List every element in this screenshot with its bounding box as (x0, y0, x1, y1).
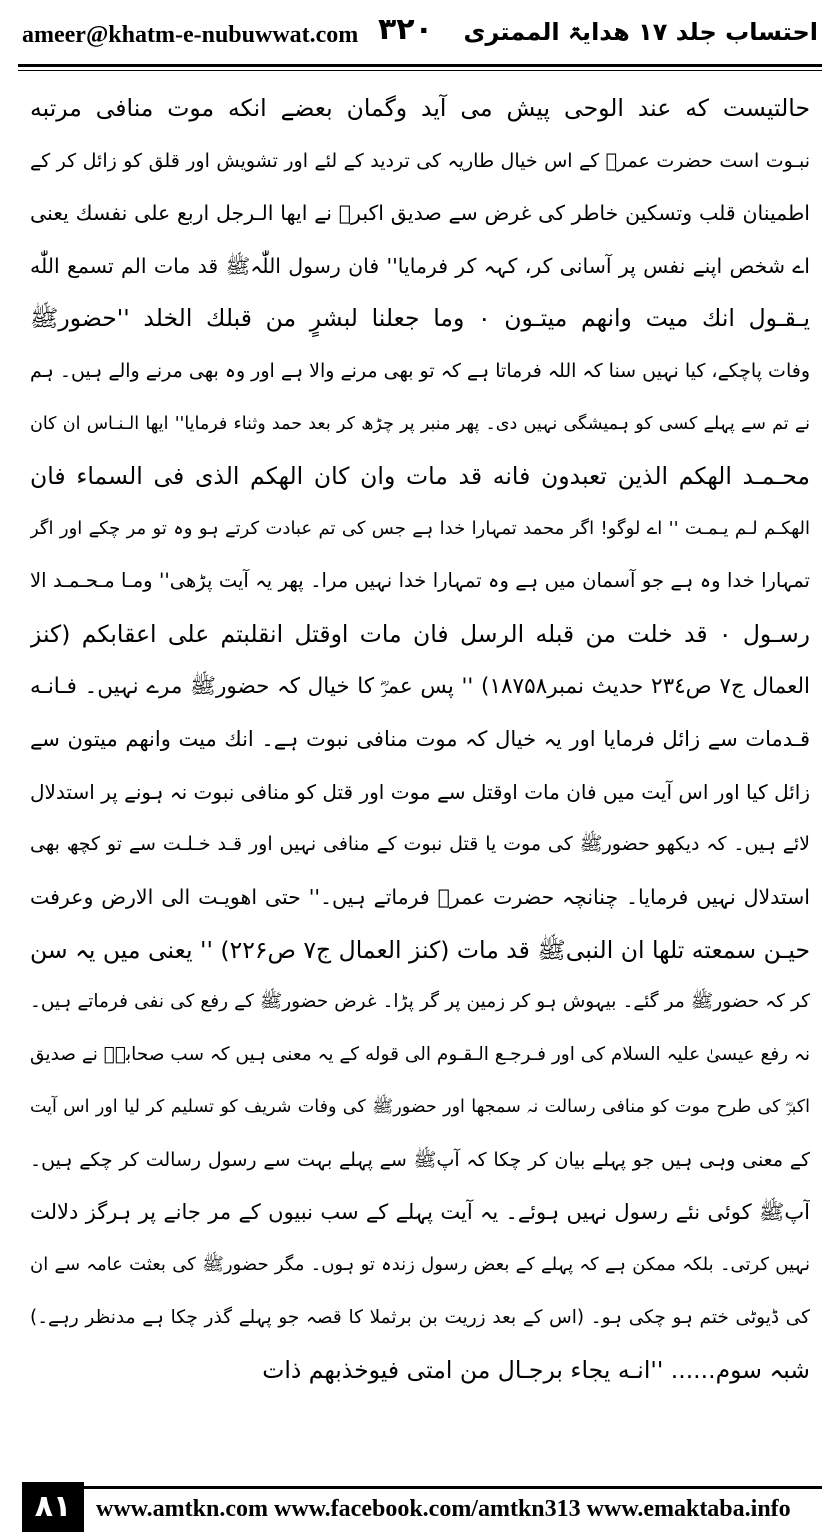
header-rule (18, 64, 822, 67)
text-line: حالتیست که عند الوحی پیش می آید وگمان بعضے انکه موت منافی مرتبه (30, 94, 810, 122)
text-line: نے تم سے پہلے کسی کو ہمیشگی نہیں دی۔ پھر منبر پر چڑھ کر بعد حمد وثناء فرمایا'' ایها الـنـاس ان کان (30, 413, 810, 434)
text-line: رسـول ۰ قد خلت من قبله الرسل فان مات اوقتل انقلبتم علی اعقابکم (کنز (30, 619, 810, 648)
text-line: نہیں کرتی۔ بلکہ ممکن ہے کہ پہلے کے بعض رسول زندہ تو ہوں۔ مگر حضورﷺ کی بعثت عامہ سے ان (30, 1254, 810, 1276)
footer-rule (84, 1486, 822, 1489)
text-line: اکبرؓ کی طرح موت کو منافی رسالت نہ سمجھا اور حضورﷺ کی وفات شریف کو تسلیم کر لیا اور اس آیت (30, 1097, 810, 1118)
text-line: تمہارا خدا وہ ہے جو آسمان میں ہے وہ تمہارا خدا نہیں مرا۔ پھر یہ آیت پڑھی'' ومـا مـحـمـد الا (30, 569, 810, 593)
text-line: اے شخص اپنے نفس پر آسانی کر، کہہ کر فرمایا'' فان رسول اللّٰہﷺ قد مات الم تسمع اللّٰه (30, 253, 810, 278)
text-line: حیـن سمعته تلها ان النبیﷺ قد مات (کنز العمال ج۷ ص۲۲۶) '' یعنی میں یہ سن (30, 935, 810, 964)
footer-websites: www.amtkn.com www.facebook.com/amtkn313 www.emaktaba.info (96, 1496, 791, 1522)
page-footer (0, 1478, 840, 1540)
page-number: ۳۲۰ (378, 12, 433, 47)
text-line: اطمینان قلب وتسکین خاطر کی غرض سے صدیق اکبرؓ نے ایها الـرجل اربع علی نفسك یعنی (30, 201, 810, 226)
text-line: محـمـد الهکم الذین تعبدون فانه قد مات وان کان الهکم الذی فی السماء فان (30, 462, 810, 491)
text-line: قـدمات سے زائل فرمایا اور یہ خیال کہ موت منافی نبوت ہے۔ انك میت وانهم میتون سے (30, 727, 810, 752)
text-line: وفات پاچکے، کیا نہیں سنا کہ اللہ فرماتا ہے کہ تو بھی مرنے والا ہے اور وہ بھی مرنے والے ہیں۔ ہم (30, 359, 810, 382)
page-header (0, 0, 840, 64)
text-line: یـقـول انك میت وانهم میتـون ۰ وما جعلنا لبشرٍ من قبلك الخلد ''حضورﷺ (30, 304, 810, 333)
header-rule-thin (18, 70, 822, 71)
text-line: نبـوت است حضرت عمرؓ کے اس خیال طاریہ کی تردید کے لئے اور تشویش اور قلق کو زائل کر کے (30, 149, 810, 172)
text-line: آپﷺ کوئی نئے رسول نہیں ہوئے۔ یہ آیت پہلے کے سب نبیوں کے مر جانے پر ہرگز دلالت (30, 1200, 810, 1225)
text-line: کی ڈیوٹی ختم ہو چکی ہو۔ (اس کے بعد زریت بن برثملا کا قصہ جو پہلے گذر چکا ہے مدنظر رہے۔) (30, 1306, 810, 1328)
book-title: احتساب جلد ۱۷ ھدایۃ الممتری (463, 18, 818, 46)
text-line: نہ رفع عیسیٰ علیہ السلام کی اور فـرجـع الـقـوم الی قوله کے یہ معنی ہیں کہ سب صحابہؓ نے صدیق (30, 1043, 810, 1065)
text-line: کے معنی وہی ہیں جو پہلے بیان کر چکا کہ آپﷺ سے پہلے بہت سے رسول رسالت کر چکے ہیں۔ (30, 1148, 810, 1171)
text-line: استدلال نہیں فرمایا۔ چنانچہ حضرت عمرؓ فرماتے ہیں۔'' حتی اهویـت الی الارض وعرفت (30, 884, 810, 909)
body-text (30, 82, 810, 1450)
header-email: ameer@khatm-e-nubuwwat.com (22, 22, 359, 48)
book-number-badge: ۸۱ (22, 1482, 84, 1532)
text-line: الهکـم لـم یـمـت '' اے لوگو! اگر محمد تمہارا خدا ہے جس کی تم عبادت کرتے ہو وہ تو مر چکے اور اگر (30, 517, 810, 539)
text-line: العمال ج۷ ص۲۳٤ حدیث نمبر۱۸۷۵۸) '' پس عمرؓ کا خیال کہ حضورﷺ مرے نہیں۔ فـانـه (30, 673, 810, 699)
text-line: کر کہ حضورﷺ مر گئے۔ بیہوش ہو کر زمین پر گر پڑا۔ غرض حضورﷺ کے رفع کی نفی فرماتے ہیں۔ (30, 991, 810, 1013)
text-line: زائل کیا اور اس آیت میں فان مات اوقتل سے موت اور قتل کو منافی نبوت نہ ہونے پر استدلال (30, 779, 810, 804)
text-line: شبہ سوم...... ''انـه یجاء برجـال من امتی فیوخذبهم ذات (262, 1356, 810, 1385)
text-line: لائے ہیں۔ کہ دیکھو حضورﷺ کی موت یا قتل نبوت کے منافی نہیں اور قـد خـلـت سے تو کچھ بھی (30, 833, 810, 856)
